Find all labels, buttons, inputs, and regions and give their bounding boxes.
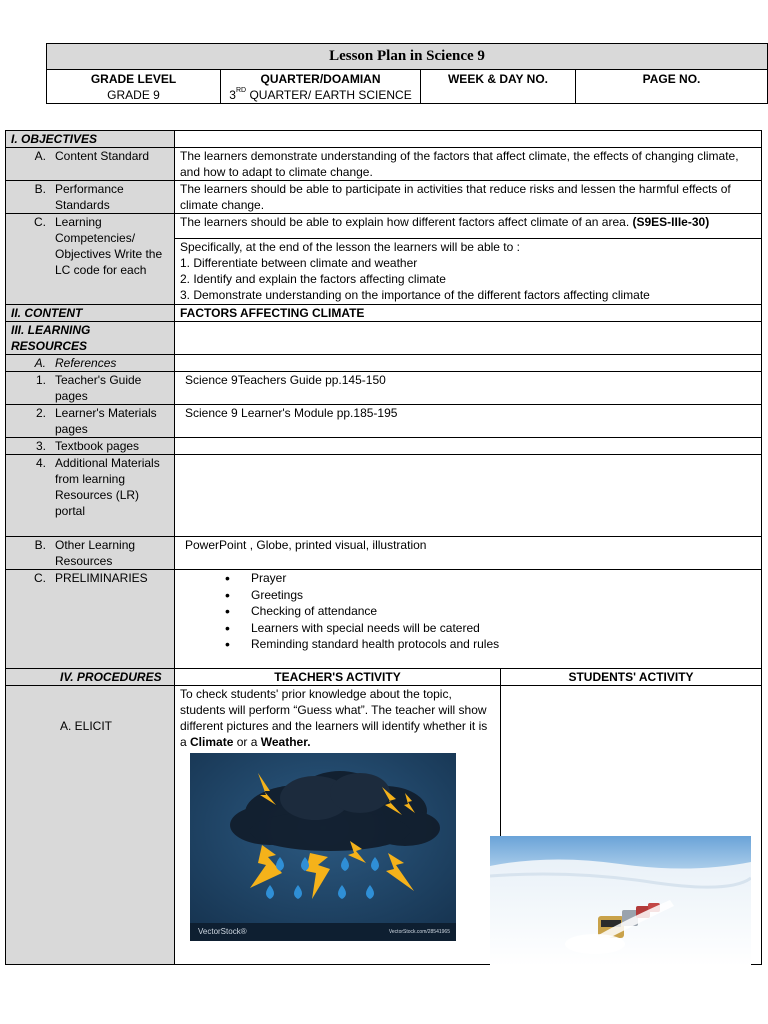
specific-item: 3. Demonstrate understanding on the importance of the different factors affecting climate [180, 288, 650, 302]
storm-brand-label: VectorStock® [198, 927, 247, 936]
teachers-guide-value: Science 9Teachers Guide pp.145-150 [175, 372, 762, 405]
grade-level-cell [47, 70, 221, 104]
content-standard-text: The learners demonstrate understanding of the factors that affect climate, the effects of changing climate, and how to adapt to climate change. [175, 148, 762, 181]
week-day-label: WEEK & DAY NO. [447, 72, 549, 86]
lesson-plan-title: Lesson Plan in Science 9 [47, 44, 768, 70]
lc-code: (S9ES-IIIe-30) [632, 215, 710, 229]
week-day-cell [421, 70, 576, 104]
page-no-cell [576, 70, 768, 104]
learners-materials-label: 2. Learner's Materials pages [6, 405, 175, 438]
specific-item: 1. Differentiate between climate and weather [180, 256, 418, 270]
climate-word: Climate [190, 735, 234, 749]
textbook-pages-label: 3. Textbook pages [6, 438, 175, 455]
elicit-label: A. ELICIT [6, 686, 175, 965]
list-item: • Learners with special needs will be catered [225, 620, 756, 637]
preliminaries-label: C. PRELIMINARIES [6, 570, 175, 669]
page-no-label: PAGE NO. [642, 72, 701, 86]
quarter-label: QUARTER/DOAMIAN [260, 72, 381, 86]
specific-objectives: Specifically, at the end of the lesson the learners will be able to : 1. Differentiate between climate and weather 2. Identify and explain the factors affecting climate 3. Demonstrate understanding on the importance of the different factors affecting climate [175, 239, 762, 305]
other-resources-value: PowerPoint , Globe, printed visual, illustration [175, 537, 762, 570]
list-item: • Greetings [225, 587, 756, 604]
learning-resources-heading: III. LEARNING RESOURCES [6, 322, 175, 355]
objectives-heading: I. OBJECTIVES [6, 131, 175, 148]
other-resources-label: B. Other Learning Resources [6, 537, 175, 570]
additional-materials-label: 4. Additional Materials from learning Resources (LR) portal [6, 455, 175, 537]
elicit-teacher-activity: To check students' prior knowledge about the topic, students will perform “Guess what”. The teacher will show different pictures and the learners will identify whether it is a Climate or a Weather. [175, 686, 501, 965]
quarter-cell [221, 70, 421, 104]
grade-level-value: GRADE 9 [107, 88, 160, 102]
content-value: FACTORS AFFECTING CLIMATE [175, 305, 762, 322]
storm-illustration [190, 753, 456, 941]
list-item: • Checking of attendance [225, 603, 756, 620]
procedures-heading: IV. PROCEDURES [6, 669, 175, 686]
learning-competencies-label: C. Learning Competencies/ Objectives Write the LC code for each [6, 214, 175, 305]
learning-competency-text: The learners should be able to explain how different factors affect climate of an area. (S9ES-IIIe-30) [175, 214, 762, 239]
content-standard-label: A. Content Standard [6, 148, 175, 181]
performance-standards-label: B. Performance Standards [6, 181, 175, 214]
references-label: A. References [6, 355, 175, 372]
learners-materials-value: Science 9 Learner's Module pp.185-195 [175, 405, 762, 438]
grade-level-label: GRADE LEVEL [90, 72, 177, 86]
students-activity-header: STUDENTS' ACTIVITY [501, 669, 762, 686]
performance-standards-text: The learners should be able to participate in activities that reduce risks and lessen the harmful effects of climate change. [175, 181, 762, 214]
quarter-value: 3RD QUARTER/ EARTH SCIENCE [229, 87, 412, 102]
header-table [46, 43, 768, 104]
snow-landscape-icon [490, 836, 751, 966]
preliminaries-list [175, 570, 762, 669]
specific-item: 2. Identify and explain the factors affecting climate [180, 272, 446, 286]
teachers-activity-header: TEACHER'S ACTIVITY [175, 669, 501, 686]
list-item: • Prayer [225, 570, 756, 587]
content-heading: II. CONTENT [6, 305, 175, 322]
snow-train-photo [490, 836, 751, 966]
weather-word: Weather. [260, 735, 311, 749]
list-item: • Reminding standard health protocols and rules [225, 636, 756, 653]
storm-cloud-icon [190, 753, 456, 941]
teachers-guide-label: 1. Teacher's Guide pages [6, 372, 175, 405]
storm-url-label: VectorStock.com/28541965 [388, 929, 450, 935]
